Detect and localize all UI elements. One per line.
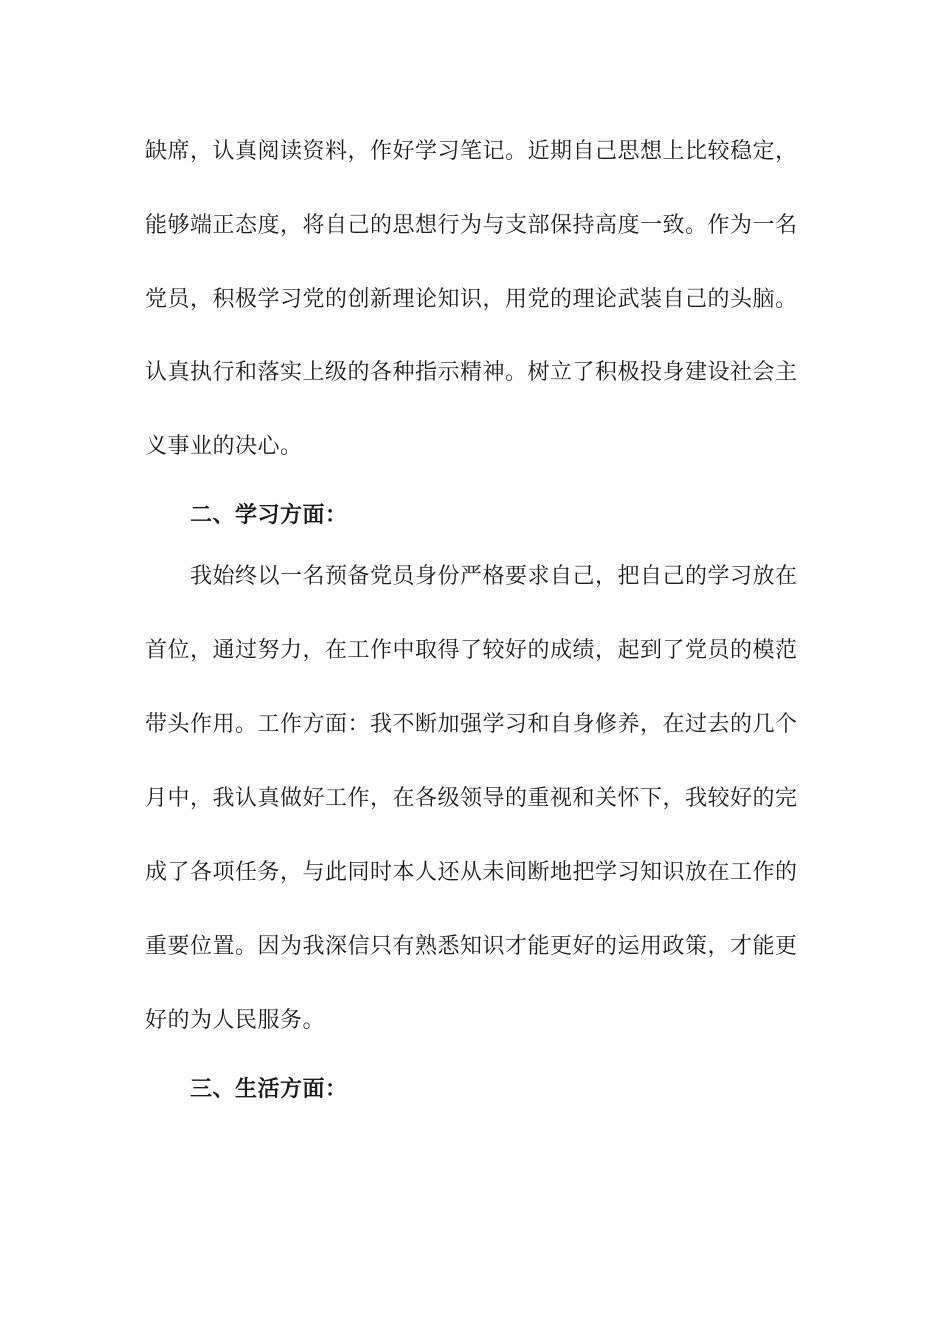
paragraph-1-line-1: 缺席，认真阅读资料，作好学习笔记。近期自己思想上比较稳定，	[145, 139, 798, 164]
paragraph-2-line-6: 重要位置。因为我深信只有熟悉知识才能更好的运用政策，才能更	[145, 934, 798, 959]
section-heading-life: 三、生活方面：	[190, 1076, 348, 1102]
paragraph-2-line-7: 好的为人民服务。	[145, 1008, 326, 1033]
paragraph-2-line-3: 带头作用。工作方面：我不断加强学习和自身修养，在过去的几个	[145, 712, 798, 737]
paragraph-2-line-5: 成了各项任务，与此同时本人还从未间断地把学习知识放在工作的	[145, 860, 798, 885]
paragraph-2-line-2: 首位，通过努力，在工作中取得了较好的成绩，起到了党员的模范	[145, 638, 798, 663]
paragraph-2-line-1: 我始终以一名预备党员身份严格要求自己，把自己的学习放在	[190, 564, 798, 589]
paragraph-1-line-5: 义事业的决心。	[145, 434, 303, 459]
section-heading-study: 二、学习方面：	[190, 502, 348, 528]
paragraph-2-line-4: 月中，我认真做好工作，在各级领导的重视和关怀下，我较好的完	[145, 786, 798, 811]
paragraph-1-line-3: 党员，积极学习党的创新理论知识，用党的理论武装自己的头脑。	[145, 287, 798, 312]
paragraph-1-line-4: 认真执行和落实上级的各种指示精神。树立了积极投身建设社会主	[145, 360, 798, 385]
paragraph-1-line-2: 能够端正态度，将自己的思想行为与支部保持高度一致。作为一名	[145, 213, 798, 238]
